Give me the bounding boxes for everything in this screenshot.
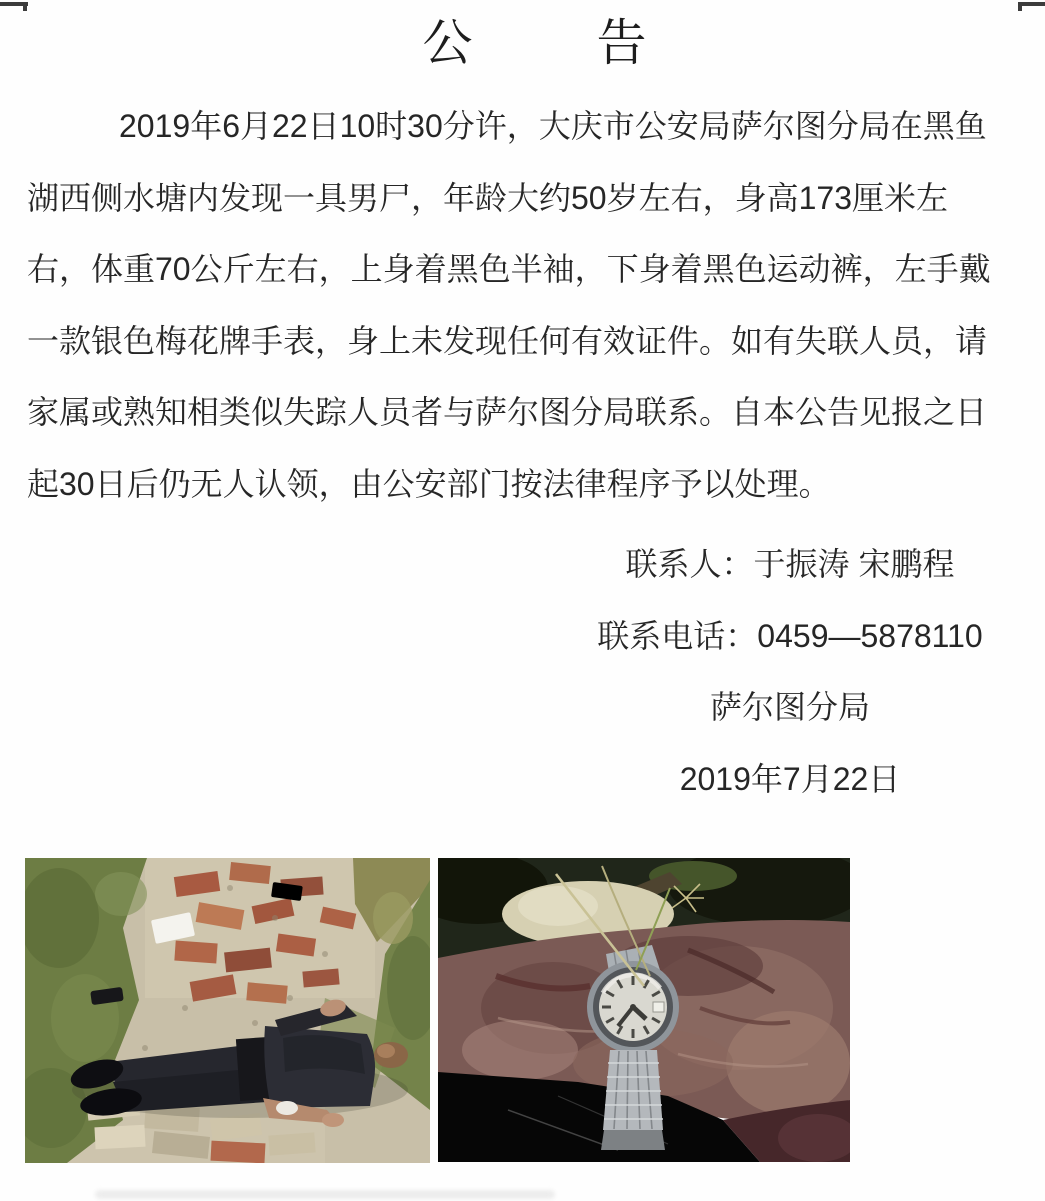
scan-corner-tick-right: [1018, 2, 1022, 11]
scene-photo-graphic: [25, 858, 430, 1163]
paragraph-line-4: 一款银色梅花牌手表，身上未发现任何有效证件。如有失联人员，请: [27, 322, 988, 359]
paragraph-line-6: 起30日后仍无人认领，由公安部门按法律程序予以处理。: [27, 465, 831, 502]
contact-phone-line: 联系电话：0459—5878110: [597, 617, 983, 654]
scan-smudge: [95, 1190, 555, 1199]
signature-block: [540, 529, 1040, 815]
notice-body: [27, 91, 1017, 520]
paragraph-line-5: 家属或熟知相类似失踪人员者与萨尔图分局联系。自本公告见报之日: [27, 394, 988, 430]
paragraph-line-1: 2019年6月22日10时30分许，大庆市公安局萨尔图分局在黑鱼: [119, 108, 987, 144]
paragraph-line-2: 湖西侧水塘内发现一具男尸，年龄大约50岁左右，身高173厘米左: [27, 179, 948, 216]
issue-date-line: 2019年7月22日: [679, 760, 901, 797]
page-title: [12, 13, 1045, 73]
contact-person-line: 联系人：于振涛 宋鹏程: [625, 546, 955, 582]
watch-photo: [438, 858, 850, 1162]
scan-corner-tick-left: [23, 2, 27, 11]
watch-photo-graphic: [438, 858, 850, 1162]
scan-corner-mark-right: [1018, 2, 1045, 6]
issuing-unit-line: 萨尔图分局: [709, 689, 870, 725]
paragraph-line-3: 右，体重70公斤左右，上身着黑色半袖，下身着黑色运动裤，左手戴: [27, 251, 991, 287]
scene-photo: [25, 858, 430, 1163]
title-char-2: 告: [596, 15, 647, 71]
title-char-1: 公: [422, 15, 473, 71]
